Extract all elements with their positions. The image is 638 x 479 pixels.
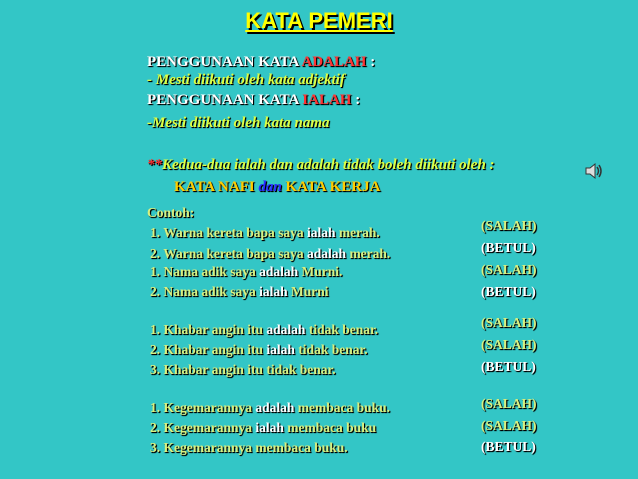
usage-label: PENGGUNAAN KATA xyxy=(147,54,302,70)
sentence-keyword: adalah xyxy=(259,264,299,279)
kata-kerja: KATA KERJA xyxy=(281,179,381,195)
speaker-icon[interactable] xyxy=(584,161,604,181)
sentence-text: 2. Kegemarannya xyxy=(150,420,256,435)
example-sentence xyxy=(150,440,348,456)
sentence-rest: Murni. xyxy=(298,264,343,279)
sentence-keyword: adalah xyxy=(266,322,306,337)
verdict-label: (SALAH) xyxy=(481,337,537,352)
example-sentence xyxy=(150,284,329,300)
sentence-text: 1. Warna kereta bapa saya xyxy=(150,225,308,240)
keyword-adalah: ADALAH xyxy=(301,54,367,70)
verdict-label: (SALAH) xyxy=(481,262,537,277)
example-sentence xyxy=(150,264,342,280)
kata-nafi: KATA NAFI xyxy=(174,179,259,195)
verdict-label: (BETUL) xyxy=(481,359,536,374)
sentence-text: 1. Khabar angin itu xyxy=(150,322,267,337)
example-sentence xyxy=(150,362,336,378)
usage-ialah-rule: -Mesti diikuti oleh kata nama xyxy=(147,115,330,131)
sentence-rest: tidak benar. xyxy=(305,322,379,337)
sentence-keyword: adalah xyxy=(255,400,295,415)
verdict-label: (BETUL) xyxy=(481,240,536,255)
sentence-keyword: ialah xyxy=(266,342,295,357)
note-line-2 xyxy=(174,179,380,196)
usage-ialah-heading xyxy=(147,92,360,109)
example-sentence xyxy=(150,225,380,241)
sentence-rest: merah. xyxy=(335,225,380,240)
note-text: Kedua-dua ialah dan adalah tidak boleh diikuti oleh : xyxy=(162,157,495,173)
page-title: KATA PEMERI xyxy=(245,8,393,33)
sentence-text: 3. Kegemarannya membaca buku. xyxy=(150,440,348,455)
sentence-rest: merah. xyxy=(346,246,391,261)
sentence-rest: membaca buku xyxy=(283,420,377,435)
sentence-text: 1. Nama adik saya xyxy=(150,264,260,279)
sentence-keyword: ialah xyxy=(307,225,336,240)
sentence-text: 1. Kegemarannya xyxy=(150,400,256,415)
colon: : xyxy=(351,92,361,108)
usage-label: PENGGUNAAN KATA xyxy=(147,92,303,108)
keyword-ialah: IALAH xyxy=(302,92,352,108)
sentence-keyword: ialah xyxy=(259,284,288,299)
verdict-label: (SALAH) xyxy=(481,218,537,233)
sentence-rest: tidak benar. xyxy=(294,342,368,357)
colon: : xyxy=(366,54,376,70)
conj-dan: dan xyxy=(258,179,282,195)
sentence-keyword: ialah xyxy=(255,420,284,435)
sentence-text: 2. Nama adik saya xyxy=(150,284,260,299)
example-sentence xyxy=(150,246,390,262)
verdict-label: (BETUL) xyxy=(481,284,536,299)
verdict-label: (SALAH) xyxy=(481,396,537,411)
sentence-text: 3. Khabar angin itu tidak benar. xyxy=(150,362,336,377)
note-line xyxy=(147,157,495,174)
verdict-label: (SALAH) xyxy=(481,315,537,330)
sentence-keyword: adalah xyxy=(307,246,347,261)
verdict-label: (SALAH) xyxy=(481,418,537,433)
example-sentence xyxy=(150,420,376,436)
example-sentence xyxy=(150,400,390,416)
example-sentence xyxy=(150,342,368,358)
usage-adalah-rule: - Mesti diikuti oleh kata adjektif xyxy=(147,72,345,88)
usage-adalah-heading xyxy=(147,54,375,71)
contoh-label: Contoh: xyxy=(147,205,195,220)
sentence-text: 2. Khabar angin itu xyxy=(150,342,267,357)
note-prefix: ** xyxy=(147,157,162,173)
example-sentence xyxy=(150,322,378,338)
sentence-rest: Murni xyxy=(287,284,329,299)
sentence-rest: membaca buku. xyxy=(294,400,391,415)
verdict-label: (BETUL) xyxy=(481,439,536,454)
sentence-text: 2. Warna kereta bapa saya xyxy=(150,246,308,261)
